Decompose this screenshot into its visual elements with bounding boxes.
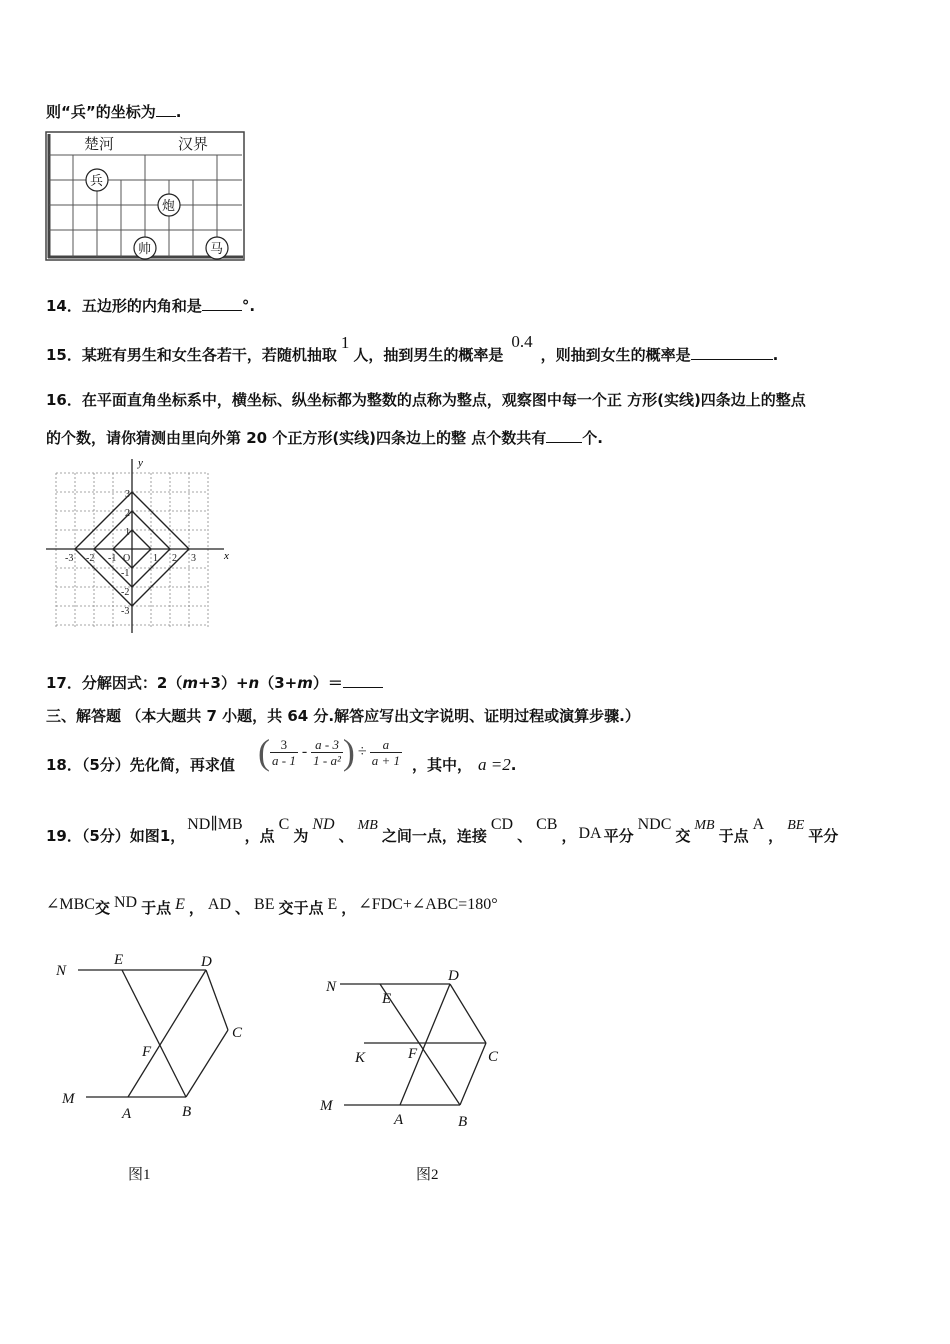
- q19-math-9: MB: [694, 818, 715, 833]
- q15-text-b: 人，抽到男生的概率是: [353, 346, 504, 364]
- y-tick: -2: [121, 587, 130, 598]
- fig2-label-N: N: [326, 979, 337, 995]
- q19-text-a: （5分）如图1，: [81, 827, 186, 845]
- q19-text-e: 之间一点，连接: [381, 827, 487, 845]
- q17-var-m: m: [182, 674, 198, 692]
- q19-math-4: MB: [357, 818, 378, 833]
- y-axis-label: y: [138, 457, 143, 469]
- x-tick: 1: [153, 553, 158, 564]
- q19-text-l: 平分: [808, 827, 839, 845]
- fig2-caption: 图2: [416, 1167, 439, 1183]
- q15-end: .: [772, 346, 779, 364]
- q19b-math-6: E: [327, 896, 338, 913]
- q17-var-n: n: [248, 674, 260, 692]
- divide-sign: ÷: [357, 743, 367, 760]
- y-tick: -1: [121, 568, 130, 579]
- q19-text-c: 为: [293, 827, 309, 845]
- y-tick: 3: [125, 489, 130, 500]
- svg-text:马: 马: [210, 241, 224, 256]
- q17-var-m2: m: [297, 674, 313, 692]
- q19-math-7: DA: [578, 825, 602, 842]
- q13-blank[interactable]: [156, 102, 176, 117]
- fig1-label-C: C: [232, 1025, 243, 1041]
- q19-text-i: 交: [675, 827, 691, 845]
- q17-text-c: （3+: [259, 674, 298, 692]
- q19-math-6: CB: [536, 816, 558, 833]
- fig1-label-D: D: [201, 954, 212, 970]
- q18-text-b: ，其中，: [412, 756, 473, 774]
- q19b-math-1: ∠MBC: [46, 896, 95, 913]
- q19b-math-3: E: [175, 896, 185, 913]
- fig2-label-F: F: [408, 1046, 418, 1062]
- q17-text-b: +3）+: [197, 674, 249, 692]
- q19-text-k: ，: [768, 827, 784, 845]
- q15-blank[interactable]: [691, 345, 773, 360]
- coordinate-grid-figure: [44, 455, 244, 635]
- q16-line1: 16．在平面直角坐标系中，横坐标、纵坐标都为整数的点称为整点，观察图中每一个正 方形(实线)四条边上的整点: [46, 391, 806, 409]
- board-right-label: 汉界: [178, 137, 209, 153]
- y-tick: 2: [125, 508, 130, 519]
- q19-math-10: A: [752, 816, 765, 833]
- q19-math-3: ND: [312, 816, 335, 833]
- geometry-figure-2: [318, 962, 518, 1132]
- q18-label: [46, 755, 235, 775]
- q17-number: 17．: [46, 674, 82, 692]
- fraction-2: $\frac{a - 3}{\text{1 - a²}}$: [313, 736, 341, 768]
- fig2-label-A: A: [394, 1112, 404, 1128]
- fig1-caption: 图1: [128, 1167, 151, 1183]
- piece-bing: [86, 169, 108, 191]
- q16-text-a: 的个数，请你猜测由里向外第 20 个正方形(实线)四条边上的整 点个数共有: [46, 429, 547, 447]
- q14-line: [46, 296, 255, 316]
- fig1-label-F: F: [142, 1044, 152, 1060]
- q18-cond: a =2: [478, 755, 511, 774]
- left-paren: (: [258, 732, 270, 772]
- q19-text-b: ，点: [244, 827, 275, 845]
- piece-shuai: [134, 237, 156, 259]
- q14-blank[interactable]: [202, 296, 242, 311]
- q16-text-b: 个.: [582, 429, 603, 447]
- q19-line2: [46, 894, 500, 919]
- q19b-math-4: AD: [207, 896, 232, 913]
- q19-text-j: 于点: [718, 827, 749, 845]
- fraction-3: $\frac{a}{a + 1}$: [371, 736, 400, 768]
- section-three-heading: 三、解答题 （本大题共 7 小题，共 64 分.解答应写出文字说明、证明过程或演算步骤.）: [46, 707, 640, 725]
- x-tick: -1: [108, 553, 117, 564]
- q18-condition: [412, 755, 516, 775]
- minus-sign: -: [301, 743, 308, 760]
- q14-end: °.: [241, 297, 256, 315]
- q19b-math-5: BE: [254, 896, 275, 913]
- fraction-1: $\frac{3}{a - 1}$: [272, 736, 296, 768]
- chess-board-figure: [44, 130, 246, 262]
- q18-end: .: [510, 756, 517, 774]
- fig2-label-B: B: [458, 1114, 468, 1130]
- q13-text: 则“兵”的坐标为: [46, 103, 156, 121]
- svg-text:帅: 帅: [138, 241, 152, 256]
- q15-text-a: 某班有男生和女生各若干，若随机抽取: [81, 346, 337, 364]
- fig2-label-D: D: [448, 968, 459, 984]
- x-tick: -2: [86, 553, 95, 564]
- right-paren: ): [342, 732, 355, 772]
- piece-pao: [158, 194, 180, 216]
- q19b-math-2: ND: [114, 894, 138, 911]
- fig1-label-N: N: [56, 963, 67, 979]
- q19-line1: [46, 816, 839, 848]
- q18-expression: [258, 731, 402, 773]
- q19b-text-b: 于点: [141, 899, 172, 917]
- q19-math-11: BE: [787, 818, 805, 833]
- q14-text: 五边形的内角和是: [81, 297, 202, 315]
- fig1-label-A: A: [122, 1106, 132, 1122]
- q19-math-5: CD: [490, 816, 514, 833]
- q19b-text-c: ，: [188, 899, 204, 917]
- q18-number: 18．: [46, 756, 82, 774]
- fig2-label-M: M: [320, 1098, 333, 1114]
- q15-sample-count: 1: [340, 333, 350, 352]
- q15-prob: 0.4: [511, 332, 533, 351]
- q19-math-8: NDC: [637, 816, 672, 833]
- q15-number: 15．: [46, 346, 82, 364]
- fig1-label-B: B: [182, 1104, 192, 1120]
- q19-text-g: ，: [561, 827, 577, 845]
- q17-blank[interactable]: [343, 673, 383, 688]
- piece-ma: [206, 237, 228, 259]
- fig2-label-E: E: [382, 991, 392, 1007]
- origin-label: O: [123, 553, 131, 564]
- svg-text:炮: 炮: [162, 198, 176, 213]
- q15-text-c: ，则抽到女生的概率是: [540, 346, 691, 364]
- fig2-label-C: C: [488, 1049, 499, 1065]
- q19b-text-a: 交: [94, 899, 110, 917]
- x-tick: 2: [172, 553, 177, 564]
- q17-line: [46, 673, 383, 693]
- geometry-figure-1: [56, 948, 266, 1128]
- q19-text-h: 平分: [603, 827, 634, 845]
- y-tick: -3: [121, 606, 130, 617]
- board-left-label: 楚河: [84, 137, 115, 153]
- q19-text-d: 、: [338, 827, 354, 845]
- q19b-text-e: 交于点: [278, 899, 324, 917]
- q19b-text-f: ，: [341, 899, 357, 917]
- q13-line: [46, 102, 181, 122]
- fig1-label-M: M: [62, 1091, 75, 1107]
- q19b-text-d: 、: [235, 899, 251, 917]
- q16-blank[interactable]: [546, 428, 582, 443]
- q19-math-1: ND∥MB: [187, 816, 243, 833]
- fig1-label-E: E: [114, 952, 124, 968]
- q17-text-a: 分解因式：2（: [81, 674, 183, 692]
- fig2-label-K: K: [355, 1050, 366, 1066]
- q14-number: 14．: [46, 297, 82, 315]
- q19-text-f: 、: [517, 827, 533, 845]
- q19-math-2: C: [278, 816, 290, 833]
- q19-number: 19．: [46, 827, 82, 845]
- x-tick: 3: [191, 553, 196, 564]
- x-axis-label: x: [224, 550, 229, 562]
- y-tick: 1: [125, 527, 130, 538]
- q17-text-d: ）＝: [312, 674, 343, 692]
- q15-line: [46, 332, 779, 365]
- svg-text:兵: 兵: [90, 173, 104, 188]
- q18-text: （5分）先化简，再求值: [81, 756, 235, 774]
- q19b-math-7: ∠FDC+∠ABC=180°: [358, 896, 498, 913]
- q13-end: .: [175, 103, 182, 121]
- q16-line2: [46, 428, 603, 448]
- x-tick: -3: [65, 553, 74, 564]
